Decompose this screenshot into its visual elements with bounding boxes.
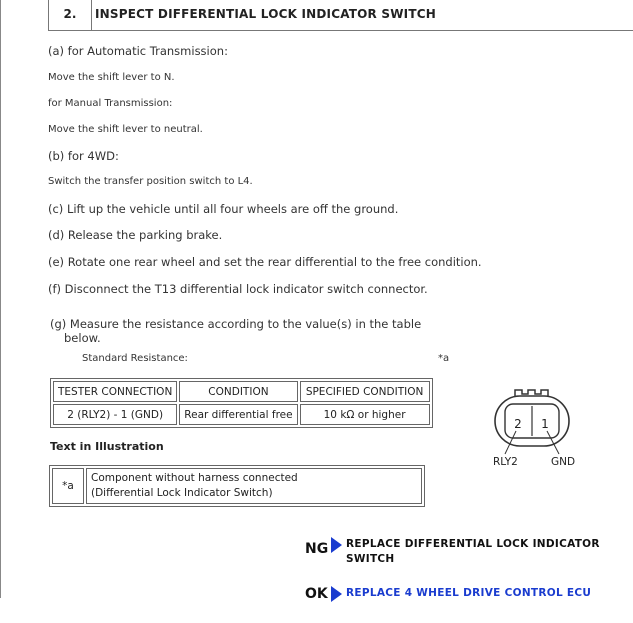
step-title: INSPECT DIFFERENTIAL LOCK INDICATOR SWITCH xyxy=(95,7,436,21)
resistance-table xyxy=(50,378,433,428)
illustration-ref: *a xyxy=(438,353,450,364)
connector-pin-1: 1 xyxy=(541,417,549,431)
legend-key: *a xyxy=(52,468,84,504)
table-row xyxy=(52,468,422,504)
legend-line2: (Differential Lock Indicator Switch) xyxy=(91,487,273,499)
ok-code: OK xyxy=(305,586,328,602)
legend-line1: Component without harness connected xyxy=(91,472,298,484)
table-header-row xyxy=(53,381,430,402)
ok-action-link[interactable]: REPLACE 4 WHEEL DRIVE CONTROL ECU xyxy=(346,587,592,599)
table-header: SPECIFIED CONDITION xyxy=(300,381,430,402)
ng-action-line2: SWITCH xyxy=(346,553,395,565)
ok-arrow-icon xyxy=(331,586,342,602)
instruction-b: (b) for 4WD: xyxy=(48,149,119,163)
instruction-c: (c) Lift up the vehicle until all four wheels are off the ground. xyxy=(48,202,399,216)
connector-latch-icon xyxy=(515,390,548,396)
ng-arrow-icon xyxy=(331,537,342,553)
instruction-e: (e) Rotate one rear wheel and set the rear differential to the free condition. xyxy=(48,255,482,269)
table-row xyxy=(53,404,430,425)
table-header: CONDITION xyxy=(179,381,297,402)
connector-label-rly2: RLY2 xyxy=(493,456,518,468)
instruction-a: (a) for Automatic Transmission: xyxy=(48,44,228,58)
table-header: TESTER CONNECTION xyxy=(53,381,177,402)
instruction-g-line2: below. xyxy=(64,331,101,345)
table-cell: Rear differential free xyxy=(179,404,297,425)
table-cell: 10 kΩ or higher xyxy=(300,404,430,425)
illustration-legend-table xyxy=(49,465,425,507)
instruction-a-detail: Move the shift lever to N. xyxy=(48,72,175,83)
result-ok xyxy=(305,586,591,602)
ng-action xyxy=(346,537,600,567)
connector-illustration xyxy=(485,386,575,458)
instruction-b-detail: Switch the transfer position switch to L4. xyxy=(48,176,253,187)
ng-action-line1: REPLACE DIFFERENTIAL LOCK INDICATOR xyxy=(346,538,600,550)
connector-label-gnd: GND xyxy=(551,456,576,468)
legend-description xyxy=(86,468,422,504)
connector-pin-2: 2 xyxy=(514,417,522,431)
result-ng xyxy=(305,537,600,567)
step-header xyxy=(48,0,633,31)
table-cell: 2 (RLY2) - 1 (GND) xyxy=(53,404,177,425)
page-left-rule xyxy=(0,0,1,598)
instruction-f: (f) Disconnect the T13 differential lock indicator switch connector. xyxy=(48,282,428,296)
instruction-manual-detail: Move the shift lever to neutral. xyxy=(48,124,203,135)
standard-resistance-label: Standard Resistance: xyxy=(82,353,188,364)
step-number: 2. xyxy=(49,0,92,30)
instruction-g-line1: (g) Measure the resistance according to the value(s) in the table xyxy=(50,317,422,331)
ng-code: NG xyxy=(305,541,329,557)
text-in-illustration-title: Text in Illustration xyxy=(50,440,164,453)
instruction-d: (d) Release the parking brake. xyxy=(48,228,223,242)
instruction-manual: for Manual Transmission: xyxy=(48,98,173,109)
